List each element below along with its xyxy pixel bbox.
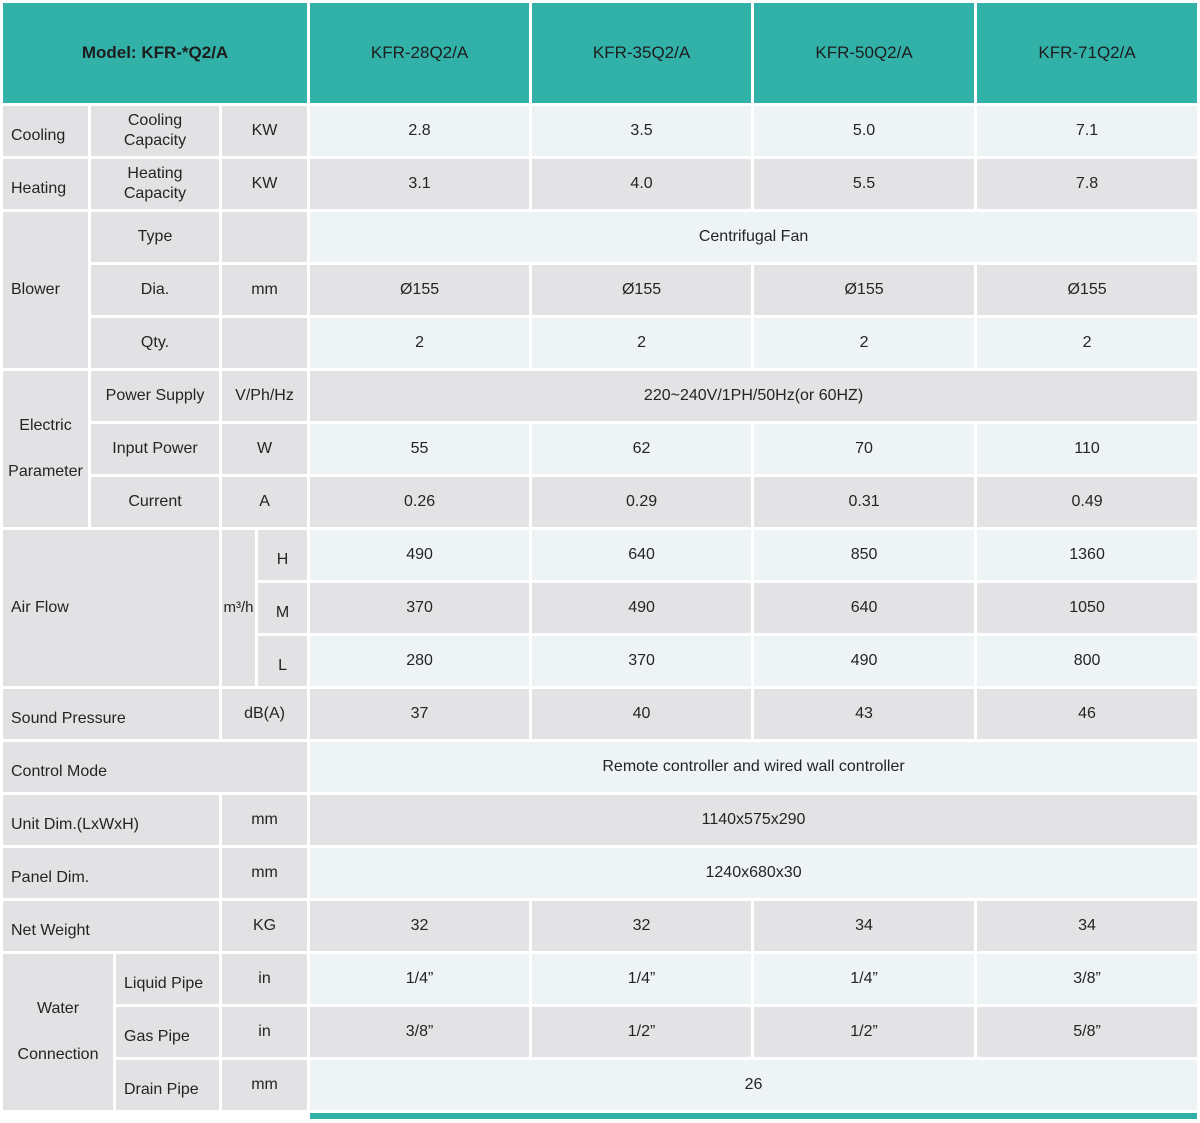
airflow-low-value-0: 280 bbox=[310, 636, 529, 686]
power-supply-value: 220~240V/1PH/50Hz(or 60HZ) bbox=[310, 371, 1197, 421]
input-power-label: Input Power bbox=[91, 424, 219, 474]
gas-pipe-label: Gas Pipe bbox=[116, 1007, 219, 1057]
blower-qty-value-1: 2 bbox=[532, 318, 751, 368]
liquid-pipe-row bbox=[3, 954, 1197, 1004]
power-supply-label: Power Supply bbox=[91, 371, 219, 421]
blower-group-label: Blower bbox=[3, 212, 88, 368]
current-row bbox=[3, 477, 1197, 527]
blower-qty-value-3: 2 bbox=[977, 318, 1197, 368]
input-power-value-2: 70 bbox=[754, 424, 974, 474]
heating-value-3: 7.8 bbox=[977, 159, 1197, 209]
input-power-value-1: 62 bbox=[532, 424, 751, 474]
blower-dia-value-1: Ø155 bbox=[532, 265, 751, 315]
gas-pipe-unit: in bbox=[222, 1007, 307, 1057]
bottom-accent-bar bbox=[310, 1113, 1197, 1119]
net-weight-value-3: 34 bbox=[977, 901, 1197, 951]
airflow-high-label: H bbox=[258, 530, 307, 580]
sound-pressure-label: Sound Pressure bbox=[3, 689, 219, 739]
cooling-group-label: Cooling bbox=[3, 106, 88, 156]
blower-type-value: Centrifugal Fan bbox=[310, 212, 1197, 262]
cooling-unit: KW bbox=[222, 106, 307, 156]
current-value-2: 0.31 bbox=[754, 477, 974, 527]
column-header-kfr71: KFR-71Q2/A bbox=[977, 3, 1197, 103]
blower-qty-label: Qty. bbox=[91, 318, 219, 368]
unit-dim-unit: mm bbox=[222, 795, 307, 845]
water-group-label: Water Connection bbox=[3, 954, 113, 1110]
liquid-pipe-value-0: 1/4” bbox=[310, 954, 529, 1004]
blower-dia-value-3: Ø155 bbox=[977, 265, 1197, 315]
control-mode-label: Control Mode bbox=[3, 742, 307, 792]
net-weight-value-0: 32 bbox=[310, 901, 529, 951]
heating-capacity-label: Heating Capacity bbox=[91, 159, 219, 209]
panel-dim-row bbox=[3, 848, 1197, 898]
blower-dia-value-0: Ø155 bbox=[310, 265, 529, 315]
heating-unit: KW bbox=[222, 159, 307, 209]
heating-value-0: 3.1 bbox=[310, 159, 529, 209]
unit-dim-row bbox=[3, 795, 1197, 845]
model-header: Model: KFR-*Q2/A bbox=[3, 3, 307, 103]
airflow-low-value-3: 800 bbox=[977, 636, 1197, 686]
sound-pressure-value-3: 46 bbox=[977, 689, 1197, 739]
airflow-mid-value-2: 640 bbox=[754, 583, 974, 633]
airflow-low-value-1: 370 bbox=[532, 636, 751, 686]
current-label: Current bbox=[91, 477, 219, 527]
drain-pipe-label: Drain Pipe bbox=[116, 1060, 219, 1110]
bottom-strip-spacer bbox=[3, 1113, 307, 1119]
airflow-mid-value-1: 490 bbox=[532, 583, 751, 633]
net-weight-unit: KG bbox=[222, 901, 307, 951]
current-unit: A bbox=[222, 477, 307, 527]
unit-dim-label: Unit Dim.(LxWxH) bbox=[3, 795, 219, 845]
heating-row bbox=[3, 159, 1197, 209]
liquid-pipe-value-3: 3/8” bbox=[977, 954, 1197, 1004]
blower-type-unit bbox=[222, 212, 307, 262]
current-value-3: 0.49 bbox=[977, 477, 1197, 527]
airflow-group-label: Air Flow bbox=[3, 530, 219, 686]
airflow-high-value-2: 850 bbox=[754, 530, 974, 580]
blower-type-label: Type bbox=[91, 212, 219, 262]
current-value-1: 0.29 bbox=[532, 477, 751, 527]
panel-dim-label: Panel Dim. bbox=[3, 848, 219, 898]
control-mode-value: Remote controller and wired wall controller bbox=[310, 742, 1197, 792]
panel-dim-unit: mm bbox=[222, 848, 307, 898]
input-power-value-0: 55 bbox=[310, 424, 529, 474]
liquid-pipe-unit: in bbox=[222, 954, 307, 1004]
header-row bbox=[3, 3, 1197, 103]
sound-pressure-unit: dB(A) bbox=[222, 689, 307, 739]
blower-qty-unit bbox=[222, 318, 307, 368]
blower-type-row bbox=[3, 212, 1197, 262]
input-power-value-3: 110 bbox=[977, 424, 1197, 474]
gas-pipe-row bbox=[3, 1007, 1197, 1057]
airflow-high-value-0: 490 bbox=[310, 530, 529, 580]
net-weight-value-1: 32 bbox=[532, 901, 751, 951]
blower-qty-value-2: 2 bbox=[754, 318, 974, 368]
heating-value-2: 5.5 bbox=[754, 159, 974, 209]
sound-pressure-value-0: 37 bbox=[310, 689, 529, 739]
unit-dim-value: 1140x575x290 bbox=[310, 795, 1197, 845]
drain-pipe-row bbox=[3, 1060, 1197, 1110]
input-power-unit: W bbox=[222, 424, 307, 474]
power-supply-unit: V/Ph/Hz bbox=[222, 371, 307, 421]
blower-dia-value-2: Ø155 bbox=[754, 265, 974, 315]
net-weight-value-2: 34 bbox=[754, 901, 974, 951]
heating-value-1: 4.0 bbox=[532, 159, 751, 209]
liquid-pipe-value-1: 1/4” bbox=[532, 954, 751, 1004]
column-header-kfr35: KFR-35Q2/A bbox=[532, 3, 751, 103]
cooling-value-1: 3.5 bbox=[532, 106, 751, 156]
heating-group-label: Heating bbox=[3, 159, 88, 209]
airflow-high-row bbox=[3, 530, 1197, 580]
gas-pipe-value-1: 1/2” bbox=[532, 1007, 751, 1057]
airflow-mid-value-3: 1050 bbox=[977, 583, 1197, 633]
gas-pipe-value-0: 3/8” bbox=[310, 1007, 529, 1057]
liquid-pipe-value-2: 1/4” bbox=[754, 954, 974, 1004]
net-weight-label: Net Weight bbox=[3, 901, 219, 951]
current-value-0: 0.26 bbox=[310, 477, 529, 527]
cooling-value-0: 2.8 bbox=[310, 106, 529, 156]
airflow-high-value-1: 640 bbox=[532, 530, 751, 580]
cooling-value-3: 7.1 bbox=[977, 106, 1197, 156]
net-weight-row bbox=[3, 901, 1197, 951]
column-header-kfr28: KFR-28Q2/A bbox=[310, 3, 529, 103]
blower-dia-label: Dia. bbox=[91, 265, 219, 315]
airflow-high-value-3: 1360 bbox=[977, 530, 1197, 580]
airflow-mid-label: M bbox=[258, 583, 307, 633]
airflow-unit: m³/h bbox=[222, 530, 255, 686]
drain-pipe-unit: mm bbox=[222, 1060, 307, 1110]
sound-pressure-row bbox=[3, 689, 1197, 739]
sound-pressure-value-1: 40 bbox=[532, 689, 751, 739]
blower-dia-row bbox=[3, 265, 1197, 315]
blower-qty-row bbox=[3, 318, 1197, 368]
airflow-low-value-2: 490 bbox=[754, 636, 974, 686]
drain-pipe-value: 26 bbox=[310, 1060, 1197, 1110]
blower-qty-value-0: 2 bbox=[310, 318, 529, 368]
gas-pipe-value-2: 1/2” bbox=[754, 1007, 974, 1057]
cooling-row bbox=[3, 106, 1197, 156]
control-mode-row bbox=[3, 742, 1197, 792]
gas-pipe-value-3: 5/8” bbox=[977, 1007, 1197, 1057]
liquid-pipe-label: Liquid Pipe bbox=[116, 954, 219, 1004]
sound-pressure-value-2: 43 bbox=[754, 689, 974, 739]
blower-dia-unit: mm bbox=[222, 265, 307, 315]
column-header-kfr50: KFR-50Q2/A bbox=[754, 3, 974, 103]
power-supply-row bbox=[3, 371, 1197, 421]
panel-dim-value: 1240x680x30 bbox=[310, 848, 1197, 898]
cooling-capacity-label: Cooling Capacity bbox=[91, 106, 219, 156]
airflow-low-label: L bbox=[258, 636, 307, 686]
input-power-row bbox=[3, 424, 1197, 474]
bottom-strip-row bbox=[3, 1113, 1197, 1119]
cooling-value-2: 5.0 bbox=[754, 106, 974, 156]
airflow-mid-value-0: 370 bbox=[310, 583, 529, 633]
electric-group-label: Electric Parameter bbox=[3, 371, 88, 527]
